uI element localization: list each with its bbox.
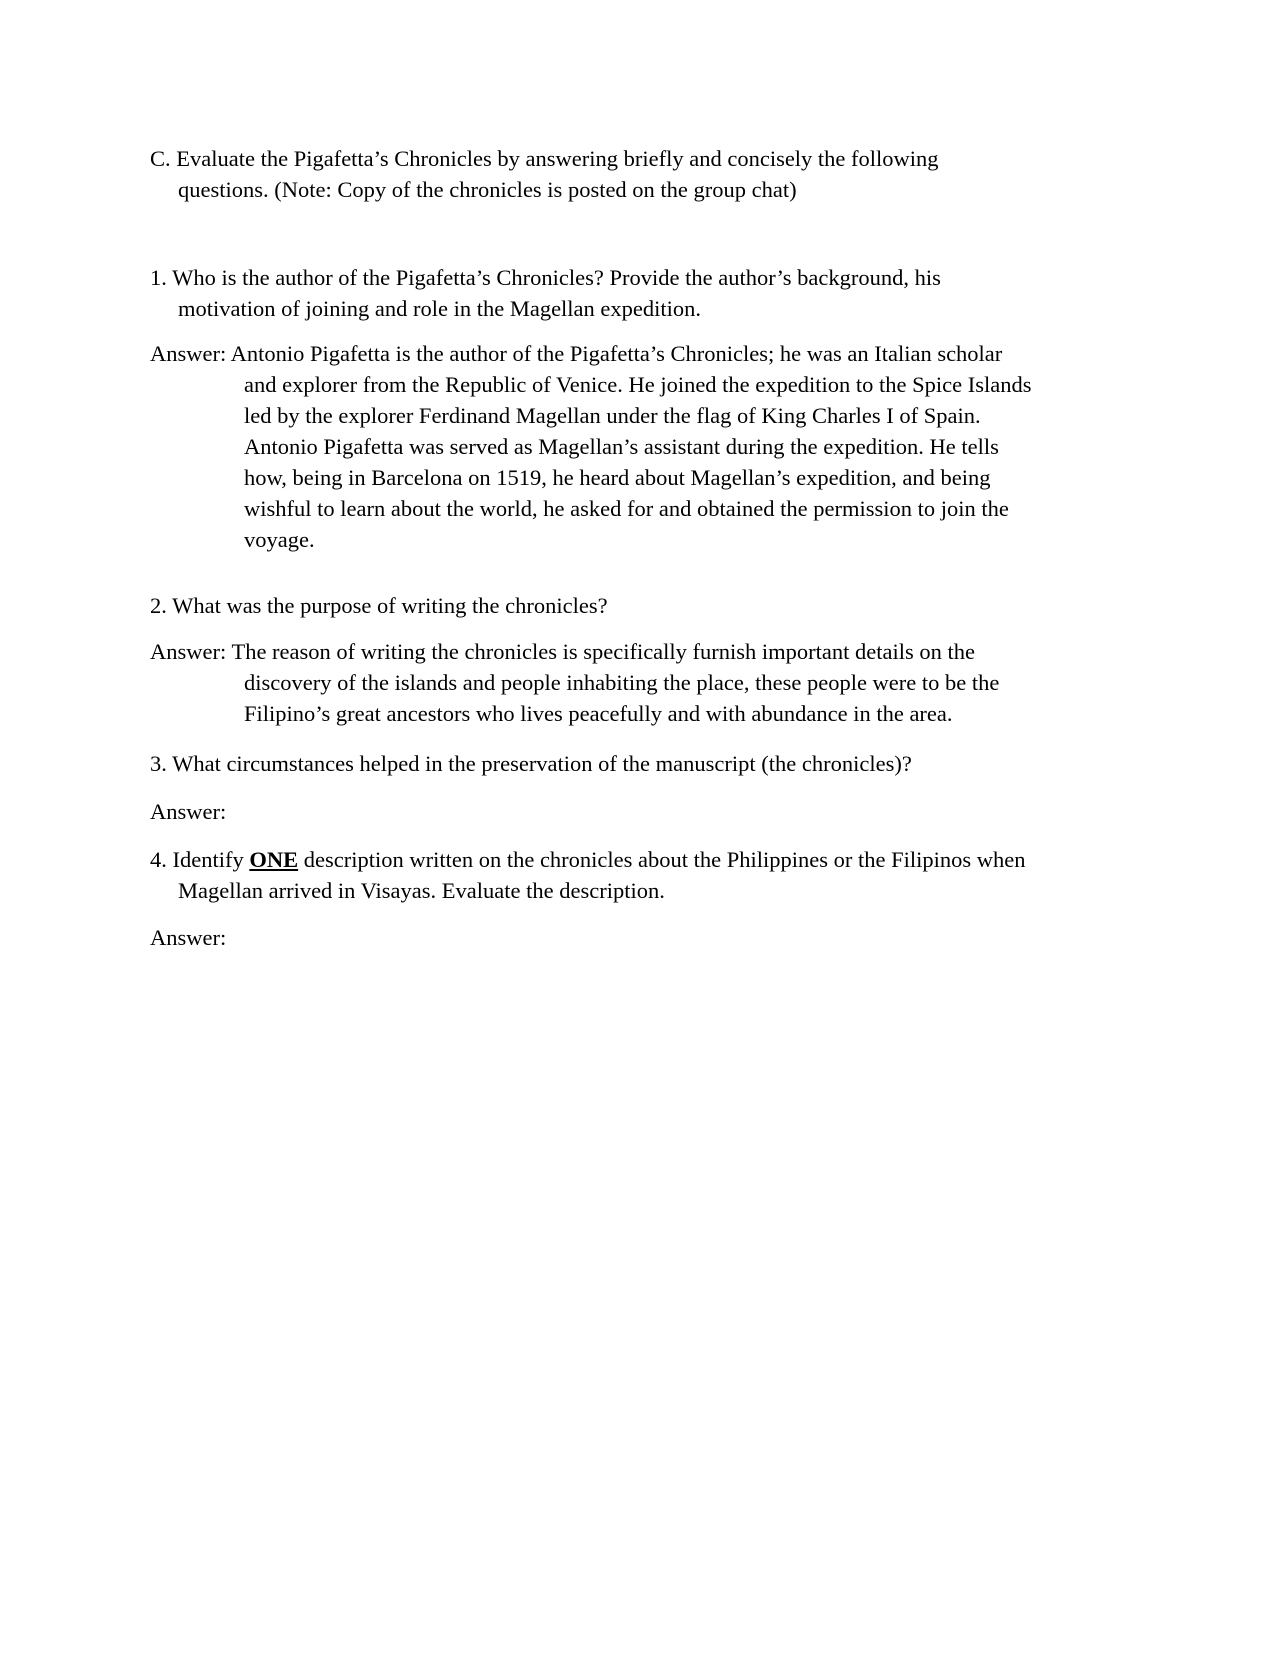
answer-3-label: Answer: [150, 799, 227, 824]
question-4-line: Magellan arrived in Visayas. Evaluate the description. [178, 878, 665, 903]
answer-1-line: and explorer from the Republic of Venice. He joined the expedition to the Spice Islands [244, 372, 1032, 397]
answer-4-label: Answer: [150, 925, 227, 950]
answer-1-line: Antonio Pigafetta was served as Magellan’s assistant during the expedition. He tells [244, 434, 999, 459]
answer-1-line: led by the explorer Ferdinand Magellan under the flag of King Charles I of Spain. [244, 403, 981, 428]
question-4-suffix: description written on the chronicles about the Philippines or the Filipinos when [298, 847, 1026, 872]
instructions-line: C. Evaluate the Pigafetta’s Chronicles by answering briefly and concisely the following [150, 146, 939, 171]
question-4-emphasis: ONE [249, 847, 299, 872]
question-4 [150, 844, 1150, 906]
answer-1-line: wishful to learn about the world, he asked for and obtained the permission to join the [244, 496, 1009, 521]
question-3-line: 3. What circumstances helped in the preservation of the manuscript (the chronicles)? [150, 751, 912, 776]
answer-1-line: voyage. [244, 527, 315, 552]
question-1-line: motivation of joining and role in the Magellan expedition. [178, 296, 702, 321]
answer-2-line: discovery of the islands and people inhabiting the place, these people were to be the [244, 670, 1000, 695]
question-2-line: 2. What was the purpose of writing the chronicles? [150, 593, 608, 618]
answer-2-line: Filipino’s great ancestors who lives peacefully and with abundance in the area. [244, 701, 953, 726]
instructions-paragraph [150, 143, 1150, 205]
question-4-line [150, 844, 1150, 875]
answer-3 [150, 796, 1150, 827]
instructions-line: questions. (Note: Copy of the chronicles is posted on the group chat) [178, 177, 797, 202]
answer-2 [150, 636, 1150, 729]
answer-4 [150, 922, 1150, 953]
question-2 [150, 590, 1150, 621]
question-3 [150, 748, 1150, 779]
answer-1-line: Answer: Antonio Pigafetta is the author of the Pigafetta’s Chronicles; he was an Italian scholar [150, 341, 1003, 366]
question-1-line: 1. Who is the author of the Pigafetta’s Chronicles? Provide the author’s background, his [150, 265, 941, 290]
answer-2-line: Answer: The reason of writing the chronicles is specifically furnish important details on the [150, 639, 975, 664]
question-4-prefix: 4. Identify [150, 847, 250, 872]
question-1 [150, 262, 1150, 324]
answer-1 [150, 338, 1150, 555]
answer-1-line: how, being in Barcelona on 1519, he heard about Magellan’s expedition, and being [244, 465, 991, 490]
